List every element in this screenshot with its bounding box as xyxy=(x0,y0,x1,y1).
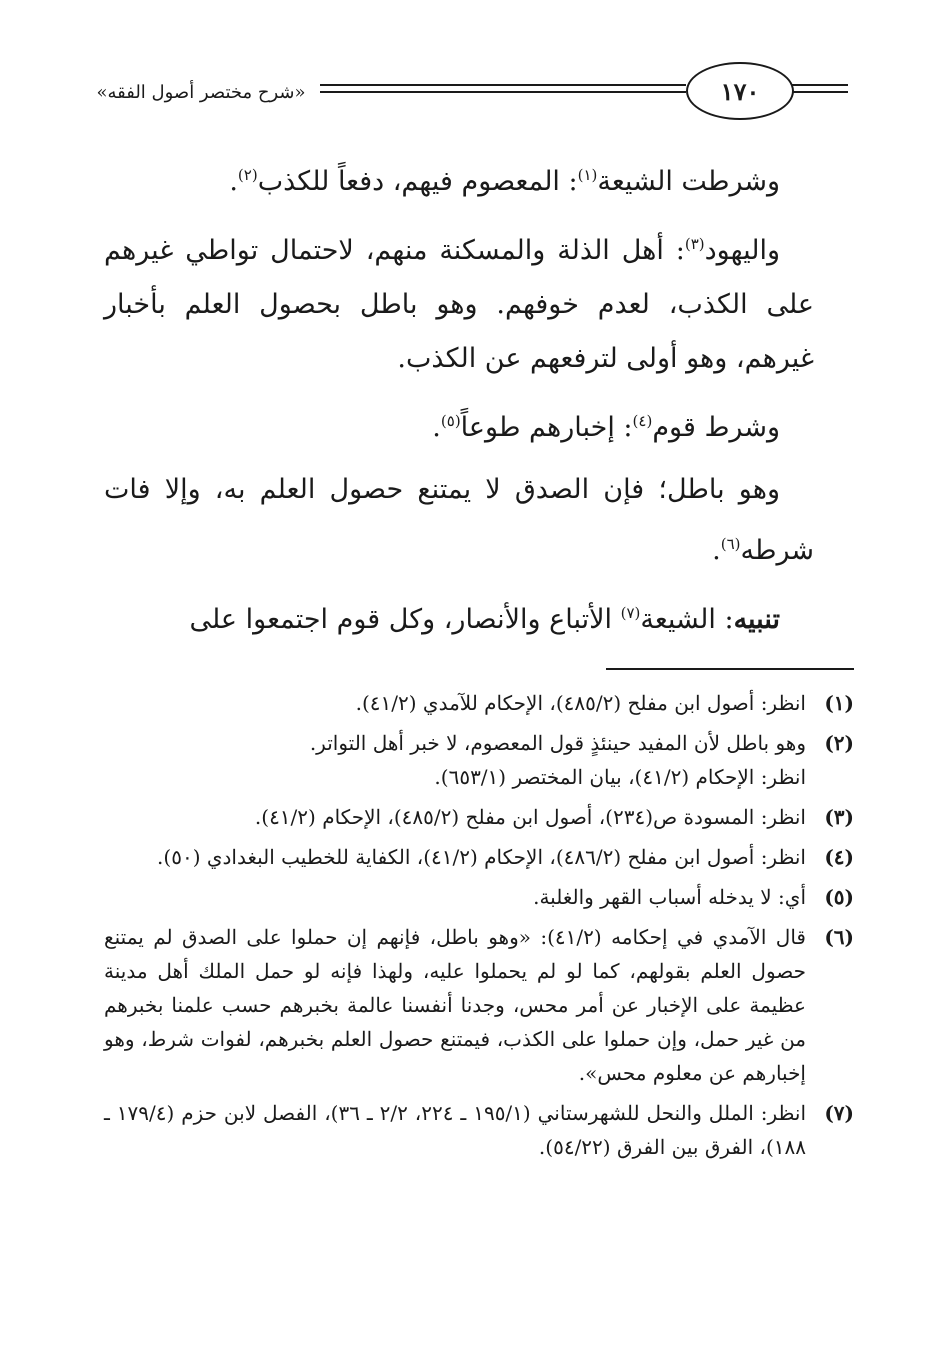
footnote-ref: (٢) xyxy=(237,166,258,184)
paragraph-4: وهو باطل؛ فإن الصدق لا يمتنع حصول العلم به، وإلا فات شرطه$^{(٦)}$. xyxy=(104,474,814,566)
page-header xyxy=(0,58,947,128)
footnote-7: (٧) انظر: الملل والنحل للشهرستاني (١٩٥/١ ـ ٢٢٤، ٢/٢ ـ ٣٦)، الفصل لابن حزم (١٧٩/٤ ـ ١٨٨)، الفرق بين الفرق (٥٤/٢٢). xyxy=(104,1101,854,1159)
footnote-2: (٢) وهو باطل لأن المفيد حينئذٍ قول المعصوم، لا خبر أهل التواتر. انظر: الإحكام (٤١/٢)، بيان المختصر (٦٥٣/١). xyxy=(309,731,854,789)
footnotes xyxy=(104,686,854,1170)
footnote-ref: (١) xyxy=(577,166,598,184)
footnote-ref: (٥) xyxy=(440,412,461,430)
footnote-ref: (٤) xyxy=(632,412,653,430)
note-label: تنبيه xyxy=(733,604,780,635)
header-rule-right-top xyxy=(790,84,848,86)
paragraph-3: وشرط قوم$^{(٤)}$: إخبارهم طوعاً$^{(٥)}$. xyxy=(432,412,780,443)
running-title: «شرح مختصر أصول الفقه» xyxy=(96,82,306,103)
footnote-ref: (٦) xyxy=(720,535,741,553)
footnote-5: (٥) أي: لا يدخله أسباب القهر والغلبة. xyxy=(533,885,854,909)
header-rule-left-bottom xyxy=(320,91,686,93)
footnote-ref: (٣) xyxy=(684,235,705,253)
footnote-ref: (٧) xyxy=(620,604,641,622)
main-text xyxy=(104,148,814,655)
footnote-6: (٦) قال الآمدي في إحكامه (٤١/٢): «وهو باطل، فإنهم إن حملوا على الصدق لم يمتنع حصول العلم بقولهم، كما لو لم يحملوا عليه، ولهذا فإنه لو حمل الملك أهل مدينة عظيمة على الإخبار عن أمر محس، وجدنا أنفسنا عالمة بخبرهم حسب علمنا بخبرهم من غير حمل، وإن حملوا على الكذب، فيمتنع حصول العلم بخبرهم، لفوات شرط، وهو إخبارهم عن معلوم محس». xyxy=(104,925,854,1085)
header-rule-left-top xyxy=(320,84,686,86)
footnote-4: (٤) انظر: أصول ابن مفلح (٤٨٦/٢)، الإحكام (٤١/٢)، الكفاية للخطيب البغدادي (٥٠). xyxy=(157,845,854,869)
footnote-1: (١) انظر: أصول ابن مفلح (٤٨٥/٢)، الإحكام للآمدي (٤١/٢). xyxy=(355,691,854,715)
page-number: ١٧٠ xyxy=(686,62,794,120)
paragraph-2: واليهود$^{(٣)}$: أهل الذلة والمسكنة منهم، لاحتمال تواطي غيرهم على الكذب، لعدم خوفهم. وهو باطل بحصول العلم بأخبار غيرهم، وهو أولى لترفعهم عن الكذب. xyxy=(104,235,814,374)
paragraph-5: تنبيه: الشيعة$^{(٧)}$ الأتباع والأنصار، وكل قوم اجتمعوا على xyxy=(189,604,780,635)
header-rule-right-bottom xyxy=(790,91,848,93)
footnote-3: (٣) انظر: المسودة ص(٢٣٤)، أصول ابن مفلح (٤٨٥/٢)، الإحكام (٤١/٢). xyxy=(254,805,854,829)
paragraph-1: وشرطت الشيعة$^{(١)}$: المعصوم فيهم، دفعاً للكذب$^{(٢)}$. xyxy=(229,166,780,197)
footnote-separator xyxy=(606,668,854,670)
